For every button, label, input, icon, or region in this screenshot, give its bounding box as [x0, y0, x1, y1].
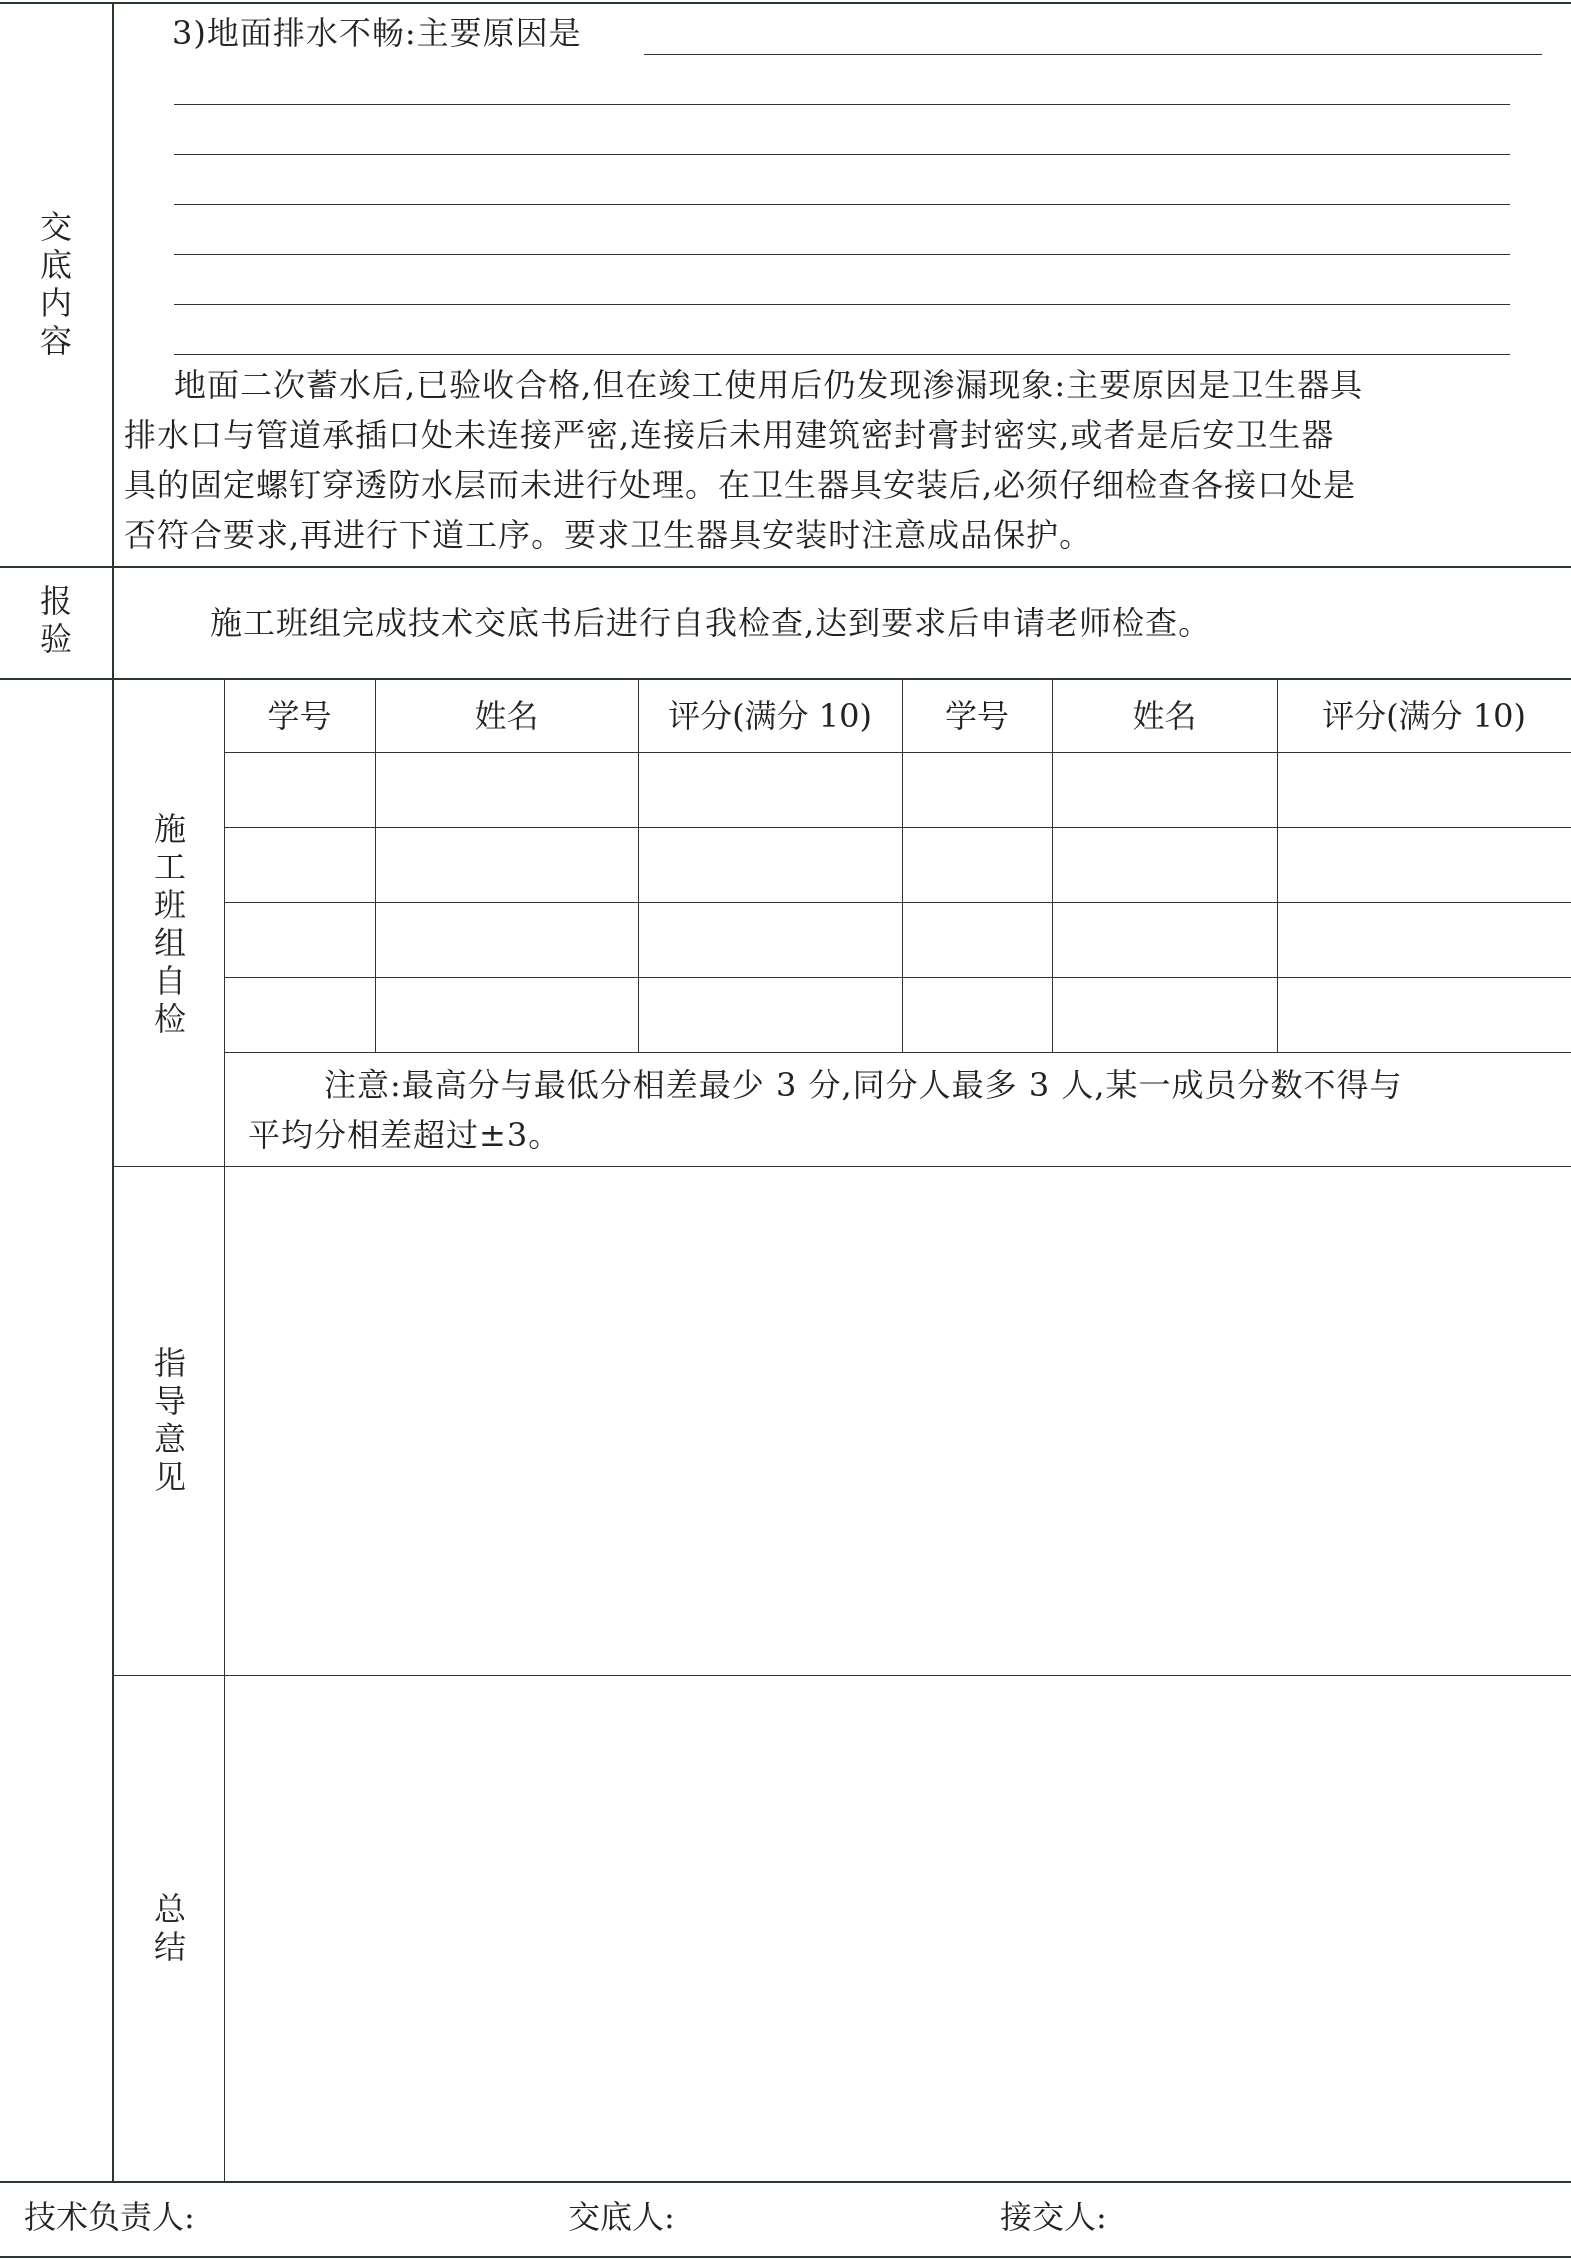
- header-name-2: 姓名: [1132, 697, 1197, 735]
- answer-line-3: [174, 154, 1510, 155]
- score-table-row-line-5: [224, 1052, 1571, 1053]
- jiaodi-paragraph-line-2: 排水口与管道承插口处未连接严密,连接后未用建筑密封膏封密实,或者是后安卫生器: [124, 416, 1335, 454]
- score-table-row-line-1: [224, 752, 1571, 753]
- signature-tech-lead: 技术负责人:: [24, 2198, 195, 2236]
- answer-line-7: [174, 354, 1510, 355]
- header-score-2: 评分(满分 10): [1322, 697, 1526, 735]
- divider-zhidao-zongjie: [112, 1675, 1571, 1676]
- jiaodi-paragraph-line-4: 否符合要求,再进行下道工序。要求卫生器具安装时注意成品保护。: [124, 516, 1093, 554]
- sublabel-column-border: [224, 678, 225, 2181]
- answer-line-4: [174, 204, 1510, 205]
- top-border: [0, 2, 1571, 4]
- header-name-1: 姓名: [474, 697, 539, 735]
- baoyan-text: 施工班组完成技术交底书后进行自我检查,达到要求后申请老师检查。: [210, 604, 1212, 642]
- label-jiaodi-neirong: 交底内容: [39, 208, 72, 360]
- label-zongjie: 总结: [153, 1890, 186, 1966]
- divider-zijian-zhidao: [112, 1166, 1571, 1167]
- signature-discloser: 交底人:: [568, 2198, 675, 2236]
- answer-line-1: [644, 54, 1542, 55]
- answer-line-2: [174, 104, 1510, 105]
- header-student-id-1: 学号: [267, 697, 332, 735]
- signature-receiver: 接交人:: [1000, 2198, 1107, 2236]
- label-column-border: [112, 2, 114, 2181]
- answer-line-6: [174, 304, 1510, 305]
- zijian-note-line-2: 平均分相差超过±3。: [248, 1116, 562, 1154]
- jiaodi-paragraph-line-3: 具的固定螺钉穿透防水层而未进行处理。在卫生器具安装后,必须仔细检查各接口处是: [124, 466, 1357, 504]
- header-student-id-2: 学号: [944, 697, 1009, 735]
- jiaodi-paragraph-line-1: 地面二次蓄水后,已验收合格,但在竣工使用后仍发现渗漏现象:主要原因是卫生器具: [174, 366, 1364, 404]
- bottom-border: [0, 2256, 1571, 2258]
- score-table-row-line-3: [224, 902, 1571, 903]
- answer-line-5: [174, 254, 1510, 255]
- divider-signatures: [0, 2181, 1571, 2183]
- label-zhidao-yijian: 指导意见: [153, 1344, 186, 1496]
- zijian-note-line-1: 注意:最高分与最低分相差最少 3 分,同分人最多 3 人,某一成员分数不得与: [324, 1066, 1403, 1104]
- item3-label: 3)地面排水不畅:主要原因是: [172, 14, 582, 52]
- header-score-1: 评分(满分 10): [668, 697, 872, 735]
- label-shigong-zijian: 施工班组自检: [153, 810, 186, 1038]
- label-baoyan: 报验: [39, 582, 72, 658]
- score-table-row-line-4: [224, 977, 1571, 978]
- score-table-row-line-2: [224, 827, 1571, 828]
- divider-jiaodi-baoyan: [0, 566, 1571, 568]
